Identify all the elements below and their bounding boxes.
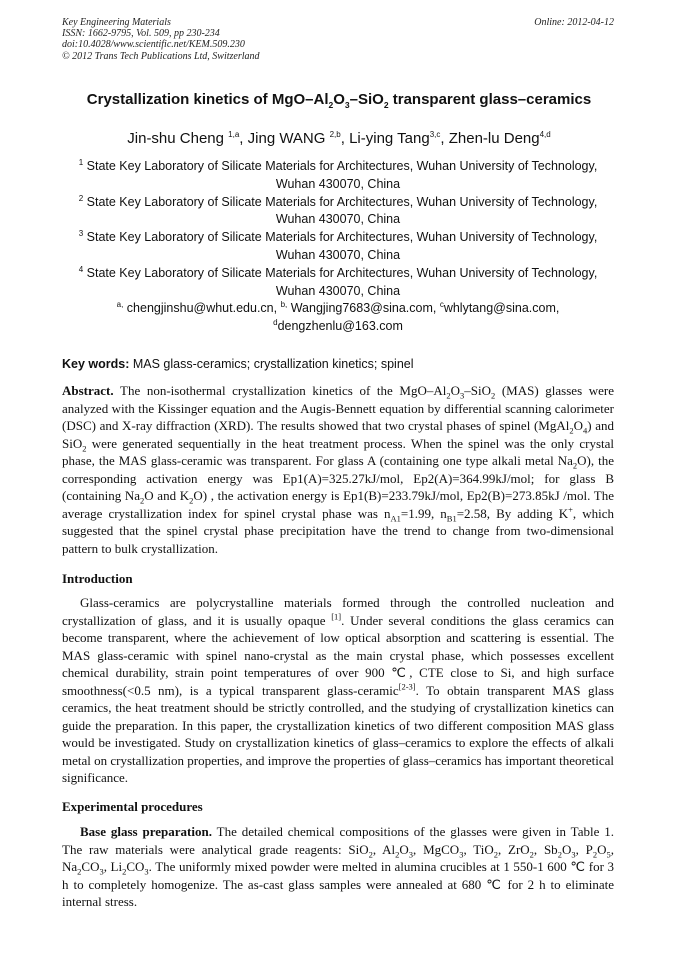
introduction-heading: Introduction: [62, 571, 133, 586]
keywords-text: MAS glass-ceramics; crystallization kinetics; spinel: [129, 357, 414, 371]
abstract: Abstract. The non-isothermal crystallization kinetics of the MgO–$Al_2O_3-SiO_2$ (MAS) glasses were analyzed with the Kissinger equation and the Augis-Bennett equation by differential scanning calorimeter (DSC) and X-ray diffraction (XRD). The results showed that two crystal phases of spinel $(MgAl_2O_4)$ and SiO$_2$ were generated sequentially in the heat treatment process. When the spinel was the only crystal phase, the MAS glass-ceramic was transparent. For glass A (containing one type alkali metal $Na_2O$), the corresponding activation energy was Ep1(A)=325.27kJ/mol, Ep2(A)=364.99kJ/mol; for glass B (containing $Na_2O$ and $K_2O$) , the activation energy is Ep1(B)=233.79kJ/mol, Ep2(B)=273.85kJ /mol. The average crystallization index for spinel crystal phase was $n_{A1}=1.99$, $n_{B1}=2.58$, By adding K+, which suggested that the spinel crystal phase precipitation have the trend to change from two-dimensional pattern to bulk crystallization.: [62, 383, 614, 556]
author-name: Jin-shu Cheng: [127, 130, 229, 147]
affiliation-item: $^2$ State Key Laboratory of Silicate Materials for Architectures, Wuhan University of Technology, Wuhan 430070, China: [78, 193, 598, 227]
author-name: Li-ying Tang: [349, 130, 430, 147]
citation-ref[interactable]: [1]: [331, 611, 342, 622]
experimental-text: Base glass preparation. The detailed chemical compositions of the glasses were given in Table 1. The raw materials were analytical grade reagents: SiO$_2$, $Al_2O_3$, MgCO$_3$, TiO$_2$, ZrO$_2$, $Sb_2O_3$, $P_2O_5$, $Na_2CO_3$, $Li_2CO_3$. The uniformly mixed powder were melted in alumina crucibles at 1 550-1 600 ℃ for 3 h to completely homogenize. The as-cast glass samples were annealed at 680 ℃ for 2 h to eliminate internal stress.: [62, 824, 614, 909]
issn-line: ISSN: 1662-9795, Vol. 509, pp 230-234: [62, 28, 220, 40]
experimental-heading: Experimental procedures: [62, 799, 203, 814]
email-a[interactable]: chengjinshu@whut.edu.cn,: [123, 301, 281, 316]
introduction-text: Glass-ceramics are polycrystalline materials formed through the controlled nucleation and crystallization of glass, and it is usually opaque [1]. Under several conditions the glass ceramics can become transparent, where the achievement of low optical absorption and scattering is essential. The MAS glass-ceramic with spinel nano-crystal as the main crystal phase, which possesses excellent chemical durability, strain point temperatures of over 900 ℃, CTE close to Si, and high surface smoothness(<0.5 nm), is a typical transparent glass-ceramic[2-3]. To obtain transparent MAS glass ceramics, the heat treatment should be strictly controlled, and the studying of crystallization kinetics can guide the preparation. In this paper, the crystallization kinetics of two different composition MAS glass would be investigated. Study on crystallization kinetics of glass–ceramics to explore the effects of alkali metal on crystallization properties, and improve the properties of glass–ceramics has important theoretical significance.: [62, 595, 614, 785]
journal-name: Key Engineering Materials: [62, 17, 171, 28]
affiliation-item: $^3$ State Key Laboratory of Silicate Materials for Architectures, Wuhan University of Technology, Wuhan 430070, China: [78, 229, 598, 262]
author-name: Jing WANG: [247, 130, 330, 147]
affiliation-item: $^4$ State Key Laboratory of Silicate Materials for Architectures, Wuhan University of Technology, Wuhan 430070, China: [78, 264, 598, 298]
subsection-label: Base glass preparation.: [80, 824, 212, 839]
online-date: Online: 2012-04-12: [534, 17, 614, 28]
author-name: Zhen-lu Deng: [448, 130, 540, 147]
keywords: [62, 357, 414, 371]
copyright-line: © 2012 Trans Tech Publications Ltd, Switzerland: [62, 50, 260, 62]
email-c[interactable]: whlytang@sina.com,: [443, 301, 560, 316]
abstract-label: Abstract.: [62, 383, 114, 398]
journal-header: [62, 17, 260, 62]
doi-line: doi:10.4028/www.scientific.net/KEM.509.230: [62, 39, 245, 51]
email-list: $^{a,}$ chengjinshu@whut.edu.cn, $^{b,}$ Wangjing7683@sina.com, $^c$whlytang@sina.com, $^d$dengzhenlu@163.com: [116, 300, 560, 334]
affiliations: [62, 158, 614, 336]
email-d[interactable]: dengzhenlu@163.com: [277, 319, 403, 334]
email-b[interactable]: Wangjing7683@sina.com,: [287, 301, 440, 316]
affiliation-item: $^1$ State Key Laboratory of Silicate Materials for Architectures, Wuhan University of Technology, Wuhan 430070, China: [78, 157, 598, 191]
paper-title: Crystallization kinetics of MgO–$Al_2O_3-SiO_2$ transparent glass–ceramics: [86, 91, 592, 110]
author-list: Jin-shu Cheng $^{1,a}$, Jing WANG $^{2,b}$, Li-ying Tang$^{3,c}$, Zhen-lu Deng$^{4,d}$: [127, 130, 551, 147]
citation-ref[interactable]: [2-3]: [398, 681, 416, 692]
keywords-label: Key words:: [62, 357, 130, 371]
